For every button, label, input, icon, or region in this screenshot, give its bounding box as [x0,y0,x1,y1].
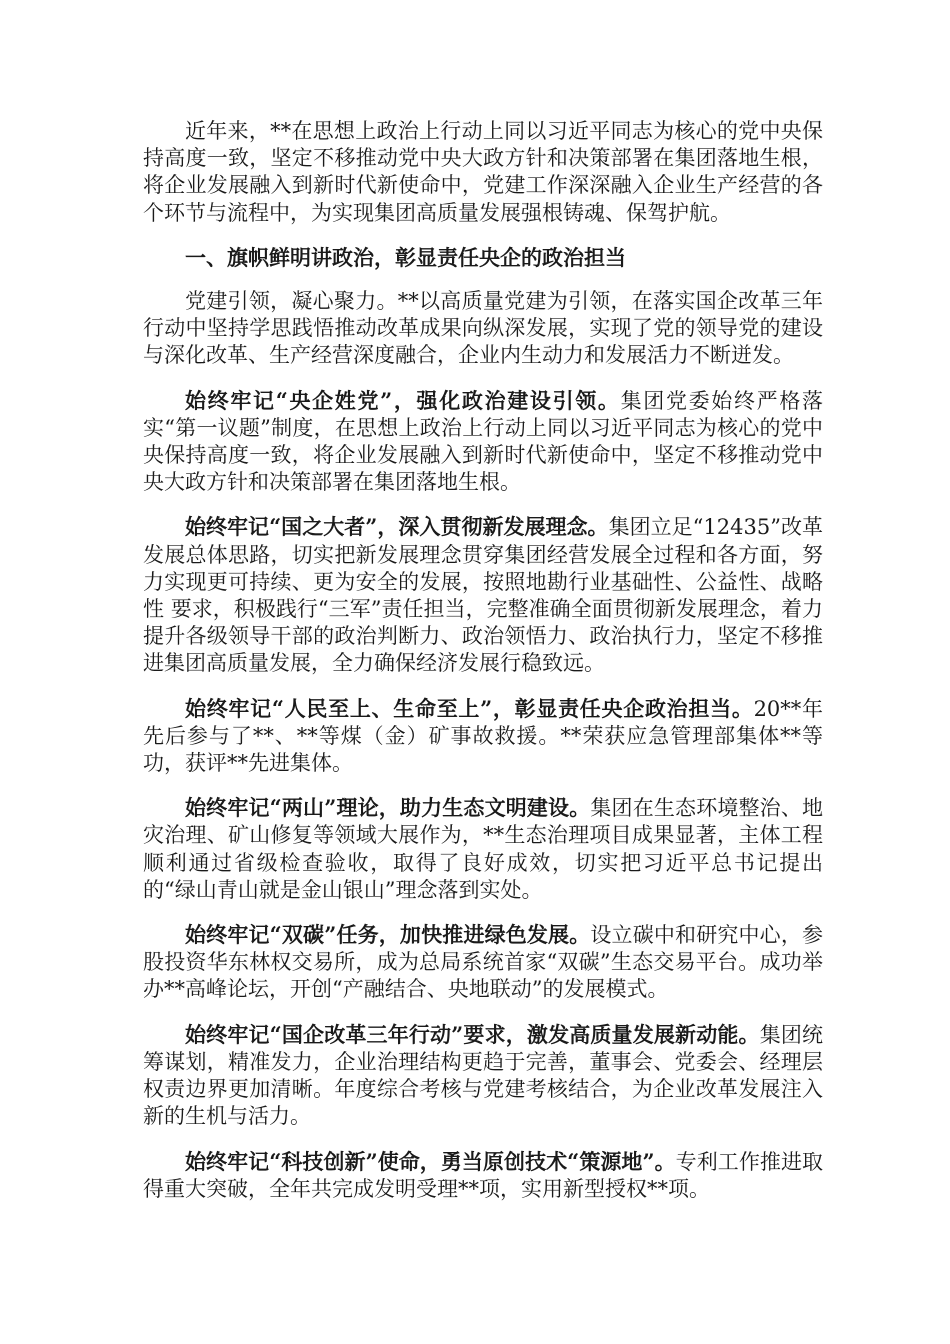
item-lead: 始终牢记“国企改革三年行动”要求，激发高质量发展新动能。 [185,1021,760,1047]
item-paragraph [143,513,823,677]
item-paragraph [143,1148,823,1203]
item-lead: 始终牢记“人民至上、生命至上”，彰显责任央企政治担当。 [185,695,754,721]
item-lead: 始终牢记“国之大者”，深入贯彻新发展理念。 [185,514,609,540]
item-paragraph [143,921,823,1004]
item-lead: 始终牢记“两山”理论，助力生态文明建设。 [185,795,591,821]
item-lead: 始终牢记“科技创新”使命，勇当原创技术“策源地”。 [185,1148,676,1174]
item-lead: 始终牢记“央企姓党”，强化政治建设引领。 [185,387,621,413]
item-text: 集团统筹谋划，精准发力，企业治理结构更趋于完善，董事会、党委会、经理层权责边界更加清晰。年度综合考核与党建考核结合，为企业改革发展注入新的生机与活力。 [143,1022,824,1129]
item-lead: 始终牢记“双碳”任务，加快推进绿色发展。 [185,922,591,948]
item-text: 集团立足“12435”改革发展总体思路，切实把新发展理念贯穿集团经营发展全过程和各方面，努力实现更可持续、更为安全的发展，按照地勘行业基础性、公益性、战略性 要求，积极践行“三军”责任担当，完整准确全面贯彻新发展理念，着力提升各级领导干部的政治判断力、政治领悟力、政治执行力，坚定不移推进集团高质量发展，全力确保经济发展行稳致远。 [143,515,823,676]
item-paragraph [143,794,823,904]
item-text: 设立碳中和研究中心，参股投资华东林权交易所，成为总局系统首家“双碳”生态交易平台。成功举办**高峰论坛，开创“产融结合、央地联动”的发展模式。 [143,923,823,1002]
item-paragraph [143,695,823,778]
item-paragraph [143,1021,823,1131]
section-heading: 一、旗帜鲜明讲政治，彰显责任央企的政治担当 [185,244,626,270]
item-paragraph [143,387,823,497]
item-text: 集团党委始终严格落实“第一议题”制度，在思想上政治上行动上同以习近平同志为核心的党中央保持高度一致，将企业发展融入到新时代新使命中，坚定不移推动党中央大政方针和决策部署在集团落地生根。 [143,388,823,495]
section-intro-paragraph: 党建引领，凝心聚力。**以高质量党建为引领，在落实国企改革三年行动中坚持学思践悟推动改革成果向纵深发展，实现了党的领导党的建设与深化改革、生产经营深度融合，企业内生动力和发展活力不断迸发。 [143,289,823,368]
item-text: 专利工作推进取得重大突破，全年共完成发明受理**项，实用新型授权**项。 [143,1149,823,1201]
item-text: 20**年先后参与了**、**等煤（金）矿事故救援。**荣获应急管理部集体**等功，获评**先进集体。 [143,696,824,776]
document-body [143,118,823,1220]
intro-paragraph: 近年来，**在思想上政治上行动上同以习近平同志为核心的党中央保持高度一致，坚定不移推动党中央大政方针和决策部署在集团落地生根，将企业发展融入到新时代新使命中，党建工作深深融入企业生产经营的各个环节与流程中，为实现集团高质量发展强根铸魂、保驾护航。 [143,119,823,225]
item-text: 集团在生态环境整治、地灾治理、矿山修复等领域大展作为，**生态治理项目成果显著，主体工程顺利通过省级检查验收，取得了良好成效，切实把习近平总书记提出的“绿山青山就是金山银山”理念落到实处。 [143,796,823,902]
